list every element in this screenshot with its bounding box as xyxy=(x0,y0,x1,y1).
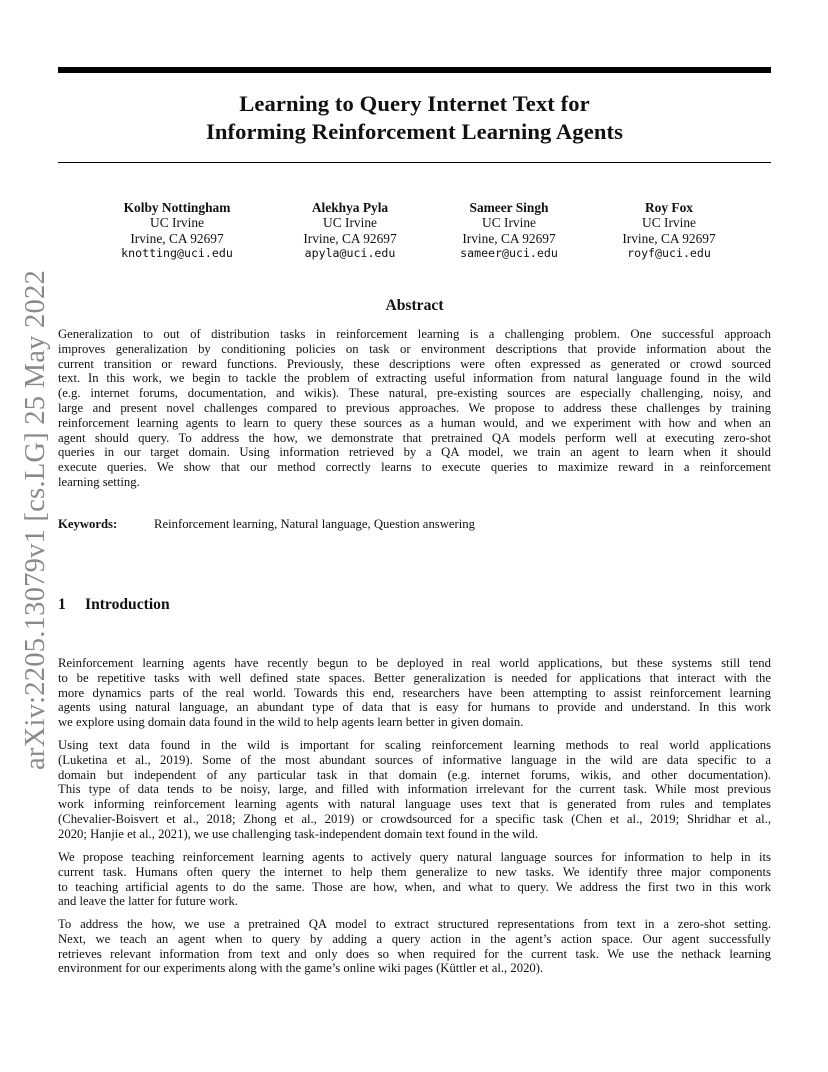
section-number: 1 xyxy=(58,596,66,613)
abstract-line: agent should query. To address the how, we demonstrate that pretrained QA models perform well at executing zero-shot xyxy=(58,430,771,445)
intro-paragraph-1 xyxy=(58,656,771,730)
abstract-line: reinforcement learning agents to learn to query these sources as a human would, and we experiment with how and when an xyxy=(58,415,771,430)
author-affiliation: UC Irvine xyxy=(150,215,204,231)
author-email[interactable]: knotting@uci.edu xyxy=(121,245,233,260)
keywords-text: Reinforcement learning, Natural language, Question answering xyxy=(154,517,475,531)
intro-paragraph-3 xyxy=(58,850,771,909)
text-line: Reinforcement learning agents have recently begun to be deployed in real world applications, but these systems still tend xyxy=(58,656,771,670)
section-heading xyxy=(58,596,170,614)
keywords xyxy=(58,517,475,532)
abstract-line: execute queries. We show that our method correctly learns to execute queries to maximize reward in a reinforcement xyxy=(58,460,771,475)
author-name: Roy Fox xyxy=(645,200,693,215)
author-email[interactable]: sameer@uci.edu xyxy=(460,245,558,260)
text-line: to teaching artificial agents to do the same. Those are how, when, and what to query. We address the first two in this work xyxy=(58,879,771,894)
title-line-2: Informing Reinforcement Learning Agents xyxy=(205,119,624,144)
author-address: Irvine, CA 92697 xyxy=(462,230,556,246)
text-line: domain but independent of any particular task in that domain (e.g. internet forums, wikis, and other documentation). xyxy=(58,767,771,782)
text-line: Using text data found in the wild is important for scaling reinforcement learning methods to real world applications xyxy=(58,738,771,752)
text-line: we explore using domain data found in the wild to help agents learn better in given domain. xyxy=(58,715,524,730)
author-block xyxy=(92,200,262,261)
text-line: work informing reinforcement learning agents with natural language uses text that is generated from rules and templates xyxy=(58,797,771,812)
abstract-heading: Abstract xyxy=(385,297,444,314)
intro-paragraph-2 xyxy=(58,738,771,842)
author-name: Kolby Nottingham xyxy=(123,200,231,215)
title-line-1: Learning to Query Internet Text for xyxy=(239,91,590,116)
abstract-line: text. In this work, we begin to tackle the problem of extracting useful information from natural language found in the wild xyxy=(58,371,771,386)
text-line: agents using natural language, an abundant type of data that is easy for humans to provide and understand. In this work xyxy=(58,700,771,715)
arxiv-identifier: arXiv:2205.13079v1 [cs.LG] 25 May 2022 xyxy=(20,270,51,770)
text-line: Next, we teach an agent when to query by adding a query action in the agent’s action space. Our agent successfully xyxy=(58,931,771,946)
text-line: (Chevalier-Boisvert et al., 2018; Zhong et al., 2019) or crowdsourced for a specific task (Chen et al., 2019; Shridhar et al., xyxy=(58,811,771,826)
text-line: environment for our experiments along with the game’s online wiki pages (Küttler et al., 2020). xyxy=(58,961,544,976)
author-email[interactable]: apyla@uci.edu xyxy=(304,245,396,260)
abstract-line: (e.g. internet forums, documentation, and wikis). These natural, pre-existing sources are especially challenging, noisy, and xyxy=(58,386,771,401)
abstract-line: learning setting. xyxy=(58,474,140,489)
author-email[interactable]: royf@uci.edu xyxy=(627,245,711,260)
author-name: Alekhya Pyla xyxy=(311,200,389,215)
text-line: We propose teaching reinforcement learning agents to actively query natural language sources for information to help in its xyxy=(58,850,771,864)
section-title: Introduction xyxy=(85,596,170,613)
text-line: To address the how, we use a pretrained QA model to extract structured representations from text in a zero-shot setting. xyxy=(58,917,771,931)
author-affiliation: UC Irvine xyxy=(642,215,696,231)
abstract-line: large and present novel challenges compared to previous approaches. We propose to address these challenges by training xyxy=(58,400,771,415)
text-line: to be repetitive tasks with well defined state spaces. Better generalization is needed for applications that interact with the xyxy=(58,670,771,685)
author-name: Sameer Singh xyxy=(469,200,549,215)
author-block xyxy=(265,200,435,261)
abstract-line: current transition or reward functions. Previously, these descriptions were often expressed as generated or crowd sourced xyxy=(58,356,771,371)
text-line: more dynamics parts of the real world. Towards this end, researchers have been attempting to assist reinforcement learning xyxy=(58,685,771,700)
text-line: retrieves relevant information from text and only does so when required for the current task. We use the nethack learning xyxy=(58,946,771,961)
abstract-body xyxy=(58,327,771,490)
author-block xyxy=(424,200,594,261)
keywords-label: Keywords: xyxy=(58,517,118,531)
paper-title xyxy=(58,90,771,146)
text-line: 2020; Hanjie et al., 2021), we use challenging task-independent domain text found in the wild. xyxy=(58,826,538,841)
author-block xyxy=(584,200,754,261)
text-line: (Luketina et al., 2019). Some of the most abundant sources of informative language in the wild are data specific to a xyxy=(58,752,771,767)
text-line: current task. Humans often query the internet to help them generalize to new tasks. We identify three major components xyxy=(58,864,771,879)
author-affiliation: UC Irvine xyxy=(482,215,536,231)
abstract-line: improves generalization by conditioning policies on task or environment descriptions that provide information about the xyxy=(58,341,771,356)
intro-paragraph-4 xyxy=(58,917,771,976)
title-bottom-rule xyxy=(58,162,771,163)
abstract-line: Generalization to out of distribution tasks in reinforcement learning is a challenging problem. One successful approach xyxy=(58,327,771,341)
arxiv-sidebar-stamp xyxy=(14,270,64,770)
text-line: and leave the latter for future work. xyxy=(58,894,239,909)
author-address: Irvine, CA 92697 xyxy=(622,230,716,246)
title-top-rule xyxy=(58,67,771,73)
author-address: Irvine, CA 92697 xyxy=(303,230,397,246)
text-line: This type of data tends to be noisy, large, and filled with information irrelevant for the current task. While most previous xyxy=(58,782,771,797)
abstract-line: queries in our target domain. Using information retrieved by a QA model, we train an agent to learn when it should xyxy=(58,445,771,460)
author-affiliation: UC Irvine xyxy=(323,215,377,231)
author-address: Irvine, CA 92697 xyxy=(130,230,224,246)
